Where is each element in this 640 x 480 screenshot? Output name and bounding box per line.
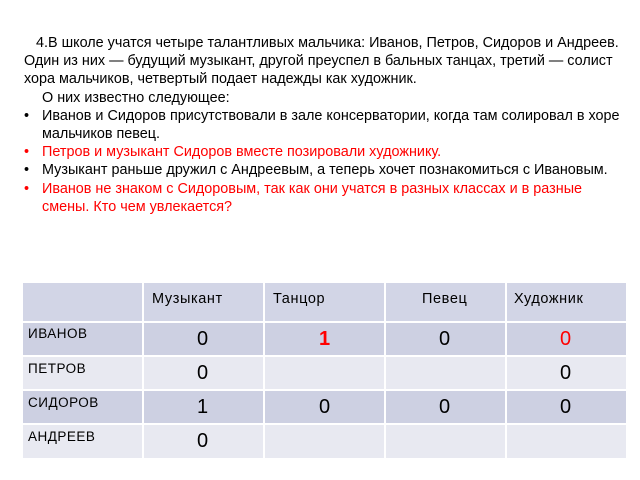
cell-value: 0 xyxy=(197,362,209,384)
column-header-dancer: Танцор xyxy=(273,291,326,307)
cell-value: 0 xyxy=(439,396,451,418)
cell-value: 0 xyxy=(560,362,572,384)
cell-value: 0 xyxy=(439,328,451,350)
cell-value: 0 xyxy=(560,328,572,350)
table-cell xyxy=(506,424,627,459)
table-cell xyxy=(264,424,385,459)
row-label-sidorov: СИДОРОВ xyxy=(28,395,99,410)
table-cell xyxy=(264,356,385,390)
problem-text xyxy=(24,34,624,216)
problem-intro: 4.В школе учатся четыре талантливых мальчика: Иванов, Петров, Сидоров и Андреев. Один из них — будущий музыкант, другой преуспел в бальных танцах, третий — солист хора мальчиков, четвертый подает надежды как художник. xyxy=(24,35,619,88)
problem-lead: О них известно следующее: xyxy=(42,89,230,106)
table-corner-cell xyxy=(22,282,143,322)
column-header-musician: Музыкант xyxy=(152,291,223,307)
row-label-andreev: АНДРЕЕВ xyxy=(28,429,96,444)
cell-value: 1 xyxy=(319,328,331,350)
row-label-petrov: ПЕТРОВ xyxy=(28,361,87,376)
logic-table xyxy=(22,282,627,459)
cell-value: 1 xyxy=(197,396,209,418)
condition-item: • Петров и музыкант Сидоров вместе позировали художнику. xyxy=(24,143,624,161)
condition-item: • Музыкант раньше дружил с Андреевым, а теперь хочет познакомиться с Ивановым. xyxy=(24,161,624,179)
column-header-singer: Певец xyxy=(422,291,468,307)
cell-value: 0 xyxy=(197,328,209,350)
table-cell xyxy=(385,424,506,459)
condition-item: • Иванов не знаком с Сидоровым, так как они учатся в разных классах и в разные смены. Кто чем увлекается? xyxy=(24,180,624,216)
cell-value: 0 xyxy=(560,396,572,418)
row-label-ivanov: ИВАНОВ xyxy=(28,326,88,341)
condition-item: • Иванов и Сидоров присутствовали в зале консерватории, когда там солировал в хоре мальчиков певец. xyxy=(24,107,624,143)
column-header-artist: Художник xyxy=(514,291,584,307)
cell-value: 0 xyxy=(197,430,209,452)
conditions-list xyxy=(24,107,624,216)
table-cell xyxy=(385,356,506,390)
cell-value: 0 xyxy=(319,396,331,418)
